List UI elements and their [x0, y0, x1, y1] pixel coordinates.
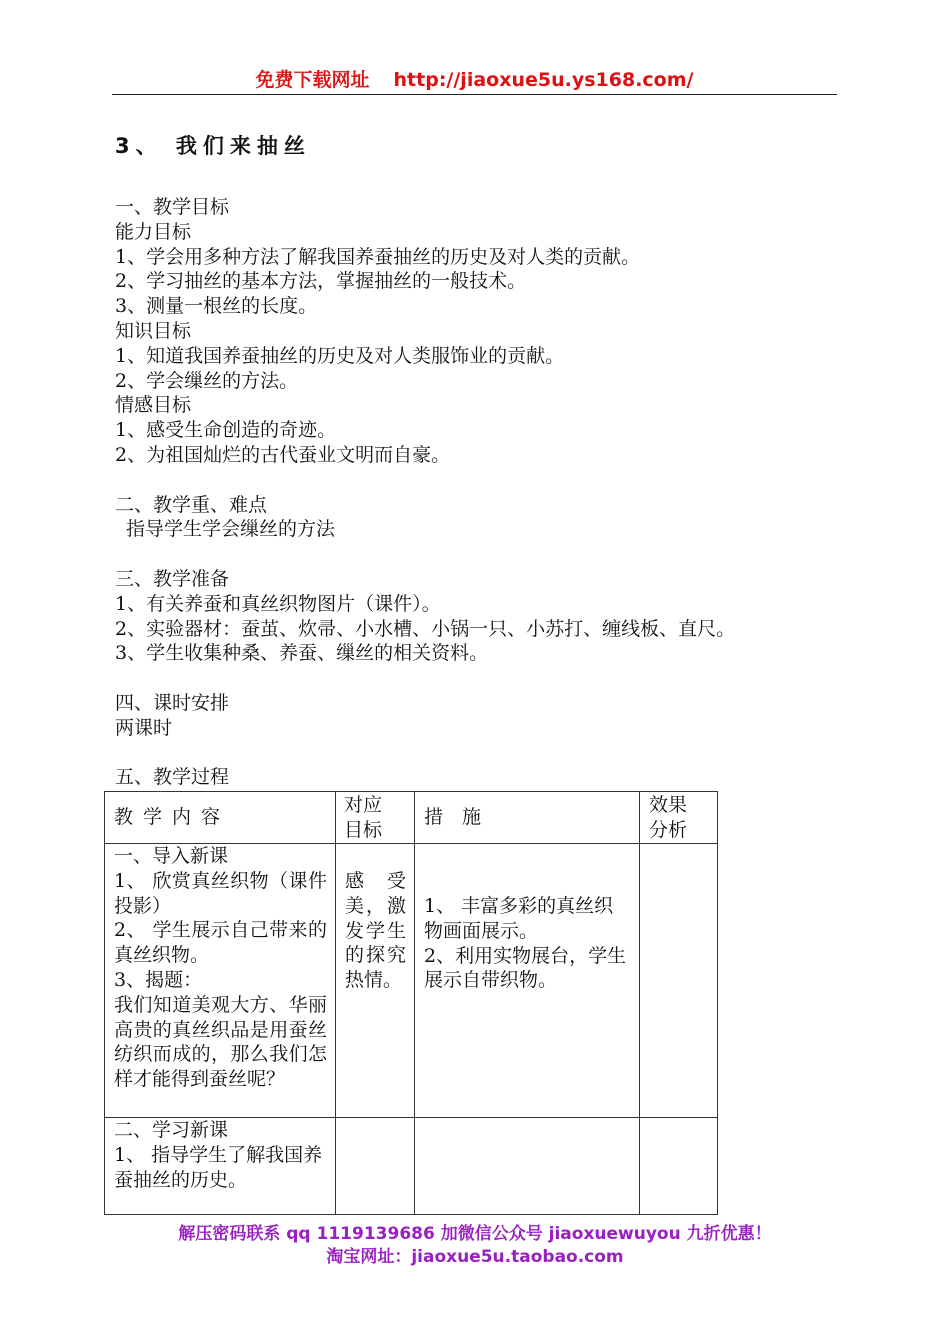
- row1-effect: [640, 844, 718, 1118]
- list-item: 1、有关养蚕和真丝织物图片（课件）。: [115, 592, 441, 615]
- header-target: 对应目标: [336, 792, 415, 844]
- subsection-heading: 能力目标: [115, 220, 192, 243]
- header-url-link[interactable]: http://jiaoxue5u.ys168.com/: [393, 69, 694, 91]
- section-heading: 二、教学重、难点: [115, 493, 268, 516]
- list-item: 1、感受生命创造的奇迹。: [115, 419, 337, 442]
- list-item: 3、测量一根丝的长度。: [115, 295, 318, 318]
- list-item: 3、学生收集种桑、养蚕、缫丝的相关资料。: [115, 642, 489, 665]
- table-header-row: [105, 792, 718, 844]
- table-row: [105, 1118, 718, 1215]
- subsection-heading: 情感目标: [115, 394, 192, 417]
- section-heading: 三、教学准备: [115, 567, 230, 590]
- page-title: 3、 我们来抽丝: [115, 134, 311, 158]
- list-item: 2、学习抽丝的基本方法，掌握抽丝的一般技术。: [115, 270, 527, 293]
- row1-content: 一、导入新课 1、 欣赏真丝织物（课件投影） 2、 学生展示自己带来的真丝织物。 3、揭题： 我们知道美观大方、华丽高贵的真丝织品是用蚕丝纺织而成的，那么我们怎样才能得到蚕丝呢？: [105, 844, 336, 1118]
- row2-target: [336, 1118, 415, 1215]
- row1-measures: 1、 丰富多彩的真丝织物画面展示。 2、利用实物展台，学生展示自带织物。: [415, 844, 640, 1118]
- list-item: 1、知道我国养蚕抽丝的历史及对人类服饰业的贡献。: [115, 344, 565, 367]
- list-item: 2、学会缫丝的方法。: [115, 369, 299, 392]
- row2-content: 二、学习新课 1、 指导学生了解我国养蚕抽丝的历史。: [105, 1118, 336, 1215]
- list-item: 1、学会用多种方法了解我国养蚕抽丝的历史及对人类的贡献。: [115, 245, 641, 268]
- section-heading: 五、教学过程: [115, 766, 230, 789]
- row2-effect: [640, 1118, 718, 1215]
- row2-measures: [415, 1118, 640, 1215]
- footer-contact: 解压密码联系 qq 1119139686 加微信公众号 jiaoxuewuyou 九折优惠！: [178, 1224, 772, 1244]
- page-header: [112, 66, 837, 95]
- header-measures: 措 施: [415, 792, 640, 844]
- section-heading: 一、教学目标: [115, 196, 230, 218]
- list-item: 2、实验器材：蚕茧、炊帚、小水槽、小锅一只、小苏打、缠线板、直尺。: [115, 617, 736, 640]
- footer-taobao-link[interactable]: 淘宝网址：jiaoxue5u.taobao.com: [326, 1247, 624, 1267]
- list-item: 2、为祖国灿烂的古代蚕业文明而自豪。: [115, 443, 451, 466]
- header-effect: 效果分析: [640, 792, 718, 844]
- header-content: 教学内容: [105, 792, 336, 844]
- section-heading: 四、课时安排: [115, 691, 230, 714]
- subsection-heading: 知识目标: [115, 319, 192, 342]
- process-table: [104, 791, 718, 1215]
- header-label: 免费下载网址: [255, 69, 370, 91]
- document-body: [115, 195, 855, 790]
- row1-target: 感受美，激发学生的探究热情。: [336, 844, 415, 1118]
- table-row: [105, 844, 718, 1118]
- schedule-text: 两课时: [115, 716, 173, 739]
- key-point-text: 指导学生学会缫丝的方法: [126, 518, 336, 541]
